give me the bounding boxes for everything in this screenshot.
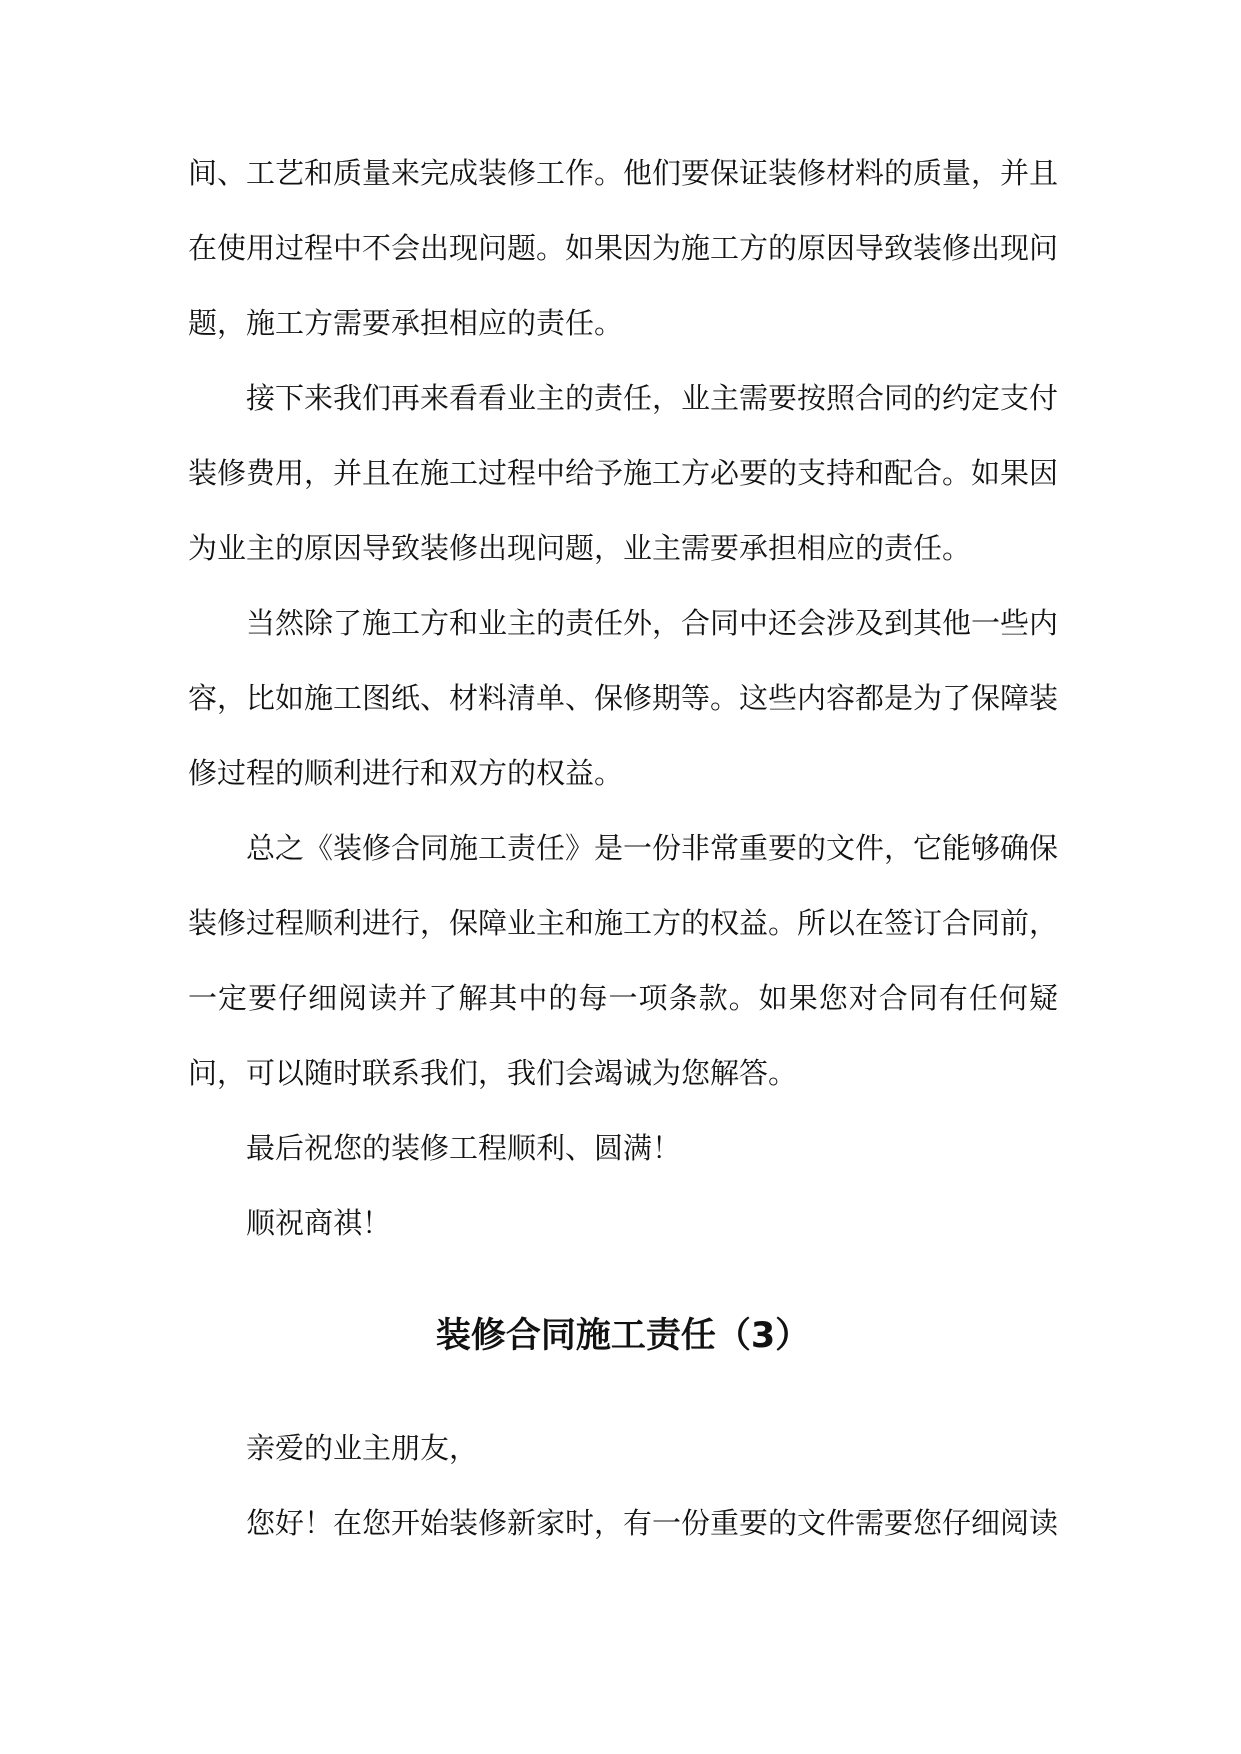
paragraph-intro: 您好！在您开始装修新家时，有一份重要的文件需要您仔细阅读 [246,1506,1059,1540]
document-body [188,136,1058,1561]
paragraph-summary: 总之《装修合同施工责任》是一份非常重要的文件，它能够确保装修过程顺利进行，保障业主和施工方的权益。所以在签订合同前，一定要仔细阅读并了解其中的每一项条款。如果您对合同有任何疑问，可以随时联系我们，我们会竭诚为您解答。 [188,831,1059,1090]
paragraph-closing-wish: 最后祝您的装修工程顺利、圆满！ [246,1131,682,1165]
paragraph-continuation: 间、工艺和质量来完成装修工作。他们要保证装修材料的质量，并且在使用过程中不会出现问题。如果因为施工方的原因导致装修出现问题，施工方需要承担相应的责任。 [188,156,1059,340]
paragraph-owner-responsibility: 接下来我们再来看看业主的责任，业主需要按照合同的约定支付装修费用，并且在施工过程中给予施工方必要的支持和配合。如果因为业主的原因导致装修出现问题，业主需要承担相应的责任。 [188,381,1059,565]
paragraph-regards: 顺祝商祺！ [246,1206,392,1240]
paragraph-greeting: 亲爱的业主朋友， [246,1431,479,1465]
paragraph-other-contents: 当然除了施工方和业主的责任外，合同中还会涉及到其他一些内容，比如施工图纸、材料清单、保修期等。这些内容都是为了保障装修过程的顺利进行和双方的权益。 [188,606,1059,790]
section-title: 装修合同施工责任（3） [435,1316,811,1356]
